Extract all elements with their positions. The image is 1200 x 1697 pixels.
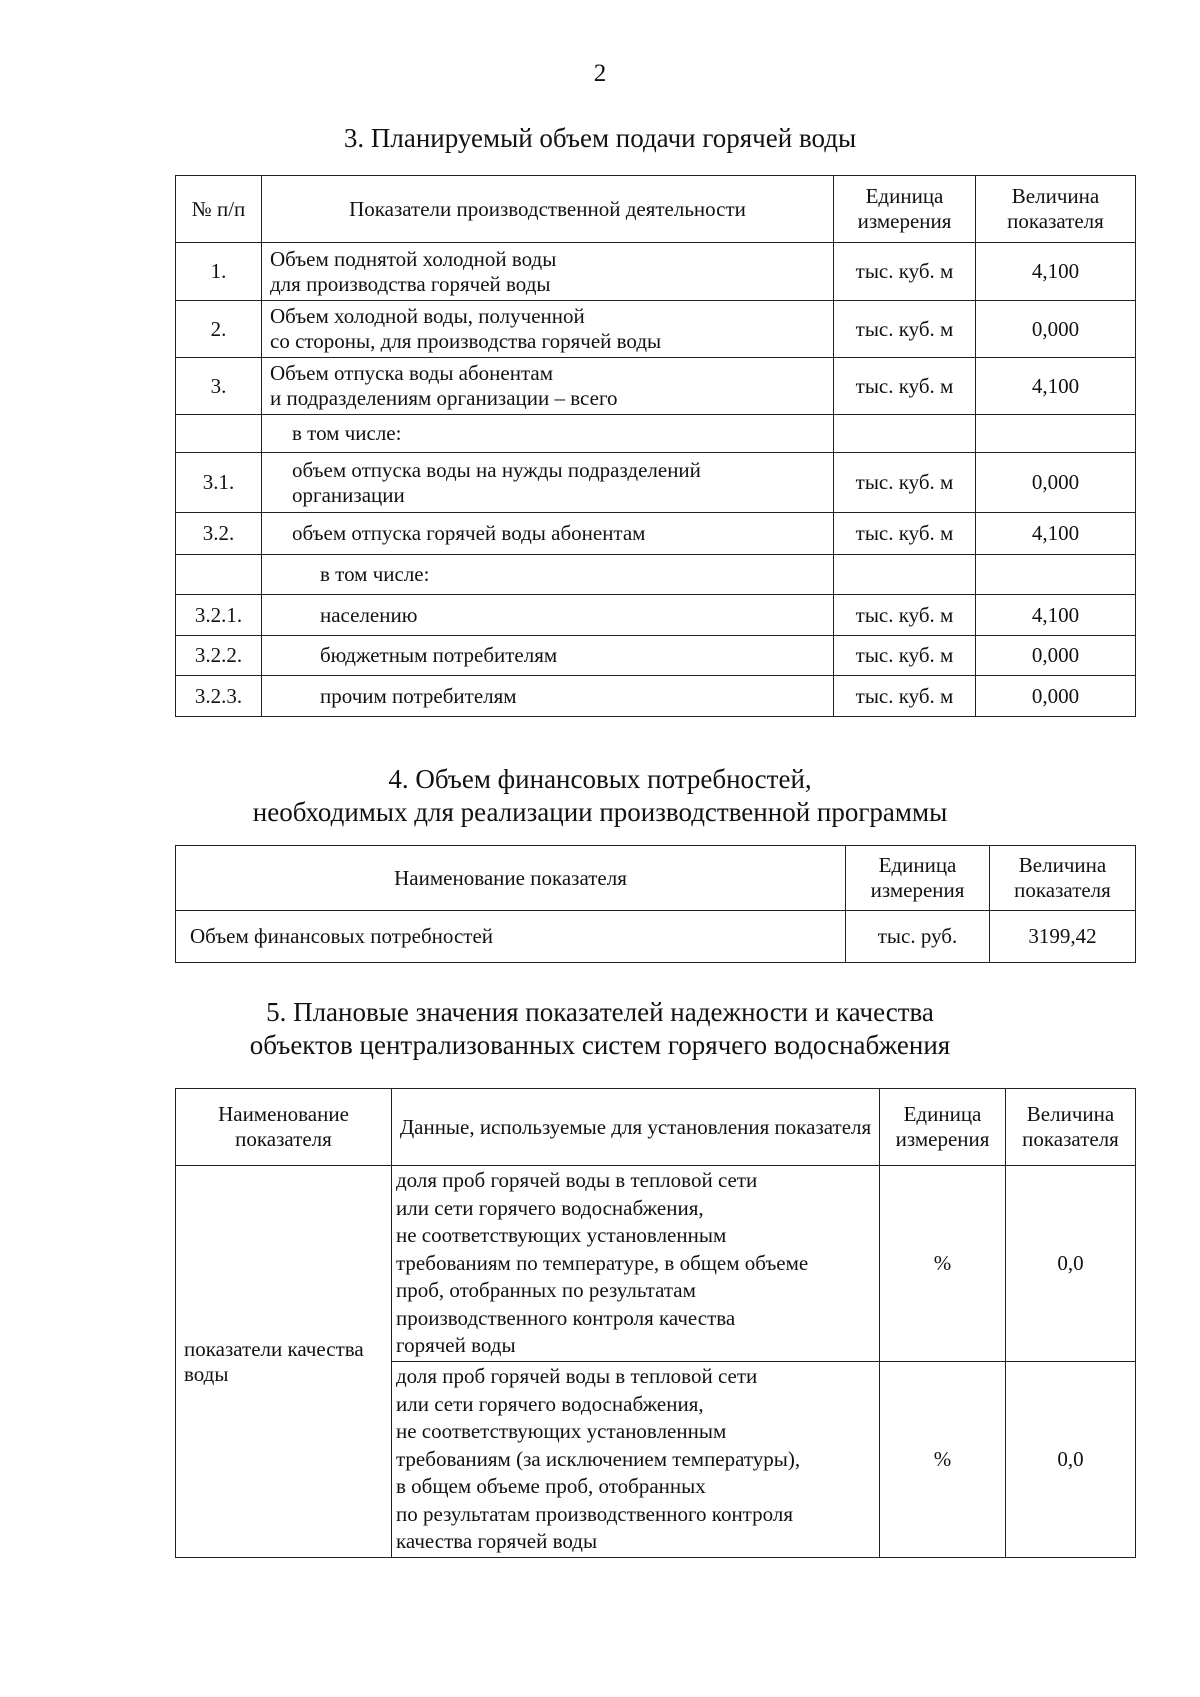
description-line: проб, отобранных по результатам (396, 1278, 696, 1303)
header-value: Величина показателя (990, 846, 1136, 911)
row-value: 0,0 (1006, 1362, 1136, 1558)
section3-table (175, 175, 1136, 717)
section4-title-line: 4. Объем финансовых потребностей, (388, 764, 812, 794)
row-unit: тыс. куб. м (834, 676, 976, 717)
table-row (176, 595, 1136, 636)
description-line: в общем объеме проб, отобранных (396, 1474, 706, 1499)
row-label (262, 453, 834, 513)
row-unit: % (880, 1166, 1006, 1362)
description-line: доля проб горячей воды в тепловой сети (396, 1364, 758, 1389)
row-label: населению (262, 595, 834, 636)
row-value: 4,100 (976, 513, 1136, 555)
row-unit: тыс. куб. м (834, 358, 976, 415)
row-description (392, 1362, 880, 1558)
header-value: Величина показателя (1006, 1089, 1136, 1166)
row-label: Объем финансовых потребностей (176, 911, 846, 963)
section3-title: 3. Планируемый объем подачи горячей воды (343, 123, 857, 153)
row-num: 3.1. (176, 453, 262, 513)
row-description (392, 1166, 880, 1362)
table-row (176, 555, 1136, 595)
row-unit (834, 555, 976, 595)
row-value: 0,000 (976, 636, 1136, 676)
row-value: 3199,42 (990, 911, 1136, 963)
section5-table (175, 1088, 1136, 1558)
row-label: бюджетным потребителям (262, 636, 834, 676)
table-row (176, 415, 1136, 453)
row-value: 4,100 (976, 243, 1136, 301)
row-unit: тыс. руб. (846, 911, 990, 963)
label-line: объем отпуска воды на нужды подразделений (292, 457, 701, 482)
page-number: 2 (593, 60, 607, 87)
header-num: № п/п (176, 176, 262, 243)
row-num: 2. (176, 301, 262, 358)
row-label: в том числе: (262, 415, 834, 453)
row-label (262, 301, 834, 358)
row-value (976, 415, 1136, 453)
row-value: 0,000 (976, 676, 1136, 717)
header-name: Наименование показателя (176, 846, 846, 911)
table-row (176, 911, 1136, 963)
row-value: 0,000 (976, 453, 1136, 513)
table-header-row (176, 1089, 1136, 1166)
description-line: требованиям по температуре, в общем объеме (396, 1250, 809, 1275)
row-unit: тыс. куб. м (834, 636, 976, 676)
row-value: 0,0 (1006, 1166, 1136, 1362)
label-line: организации (292, 482, 405, 507)
description-line: доля проб горячей воды в тепловой сети (396, 1168, 758, 1193)
description-line: не соответствующих установленным (396, 1419, 727, 1444)
description-line: требованиям (за исключением температуры), (396, 1446, 801, 1471)
row-unit: тыс. куб. м (834, 513, 976, 555)
table-row (176, 243, 1136, 301)
section4-table (175, 845, 1136, 963)
row-num: 3.2.2. (176, 636, 262, 676)
label-line: Объем поднятой холодной воды (270, 246, 557, 271)
row-num: 3. (176, 358, 262, 415)
table-row (176, 301, 1136, 358)
header-unit: Единица измерения (834, 176, 976, 243)
row-unit (834, 415, 976, 453)
row-num: 3.2. (176, 513, 262, 555)
header-data: Данные, используемые для установления показателя (392, 1089, 880, 1166)
row-label: в том числе: (262, 555, 834, 595)
description-line: производственного контроля качества (396, 1305, 736, 1330)
table-row (176, 1166, 1136, 1362)
description-line: по результатам производственного контроля (396, 1501, 793, 1526)
row-num (176, 555, 262, 595)
row-num: 3.2.1. (176, 595, 262, 636)
group-label: показатели качества воды (176, 1166, 392, 1558)
row-num: 1. (176, 243, 262, 301)
header-unit: Единица измерения (846, 846, 990, 911)
description-line: или сети горячего водоснабжения, (396, 1391, 704, 1416)
row-label (262, 243, 834, 301)
row-label (262, 358, 834, 415)
header-name: Наименование показателя (176, 1089, 392, 1166)
description-line: горячей воды (396, 1333, 516, 1358)
row-value: 4,100 (976, 595, 1136, 636)
description-line: качества горячей воды (396, 1529, 598, 1554)
row-label: объем отпуска горячей воды абонентам (262, 513, 834, 555)
row-unit: тыс. куб. м (834, 453, 976, 513)
header-value: Величина показателя (976, 176, 1136, 243)
table-header-row (176, 846, 1136, 911)
label-line: и подразделениям организации – всего (270, 386, 618, 410)
header-indicators: Показатели производственной деятельности (262, 176, 834, 243)
table-header-row (176, 176, 1136, 243)
row-unit: тыс. куб. м (834, 243, 976, 301)
label-line: Объем холодной воды, полученной (270, 304, 585, 328)
label-line: Объем отпуска воды абонентам (270, 361, 554, 385)
row-unit: тыс. куб. м (834, 595, 976, 636)
table-row (176, 636, 1136, 676)
label-line: со стороны, для производства горячей воды (270, 329, 662, 353)
row-value (976, 555, 1136, 595)
table-row (176, 453, 1136, 513)
label-line: для производства горячей воды (270, 271, 551, 296)
row-label: прочим потребителям (262, 676, 834, 717)
row-num: 3.2.3. (176, 676, 262, 717)
description-line: не соответствующих установленным (396, 1223, 727, 1248)
section5-title-line: объектов централизованных систем горячего водоснабжения (249, 1030, 951, 1060)
section4-title (0, 763, 1200, 829)
section5-title (0, 996, 1200, 1062)
row-num (176, 415, 262, 453)
description-line: или сети горячего водоснабжения, (396, 1195, 704, 1220)
section4-title-line: необходимых для реализации производственной программы (252, 797, 948, 827)
table-row (176, 676, 1136, 717)
table-row (176, 358, 1136, 415)
table-row (176, 513, 1136, 555)
section5-title-line: 5. Плановые значения показателей надежности и качества (266, 997, 934, 1027)
row-value: 4,100 (976, 358, 1136, 415)
row-unit: % (880, 1362, 1006, 1558)
row-value: 0,000 (976, 301, 1136, 358)
header-unit: Единица измерения (880, 1089, 1006, 1166)
row-unit: тыс. куб. м (834, 301, 976, 358)
